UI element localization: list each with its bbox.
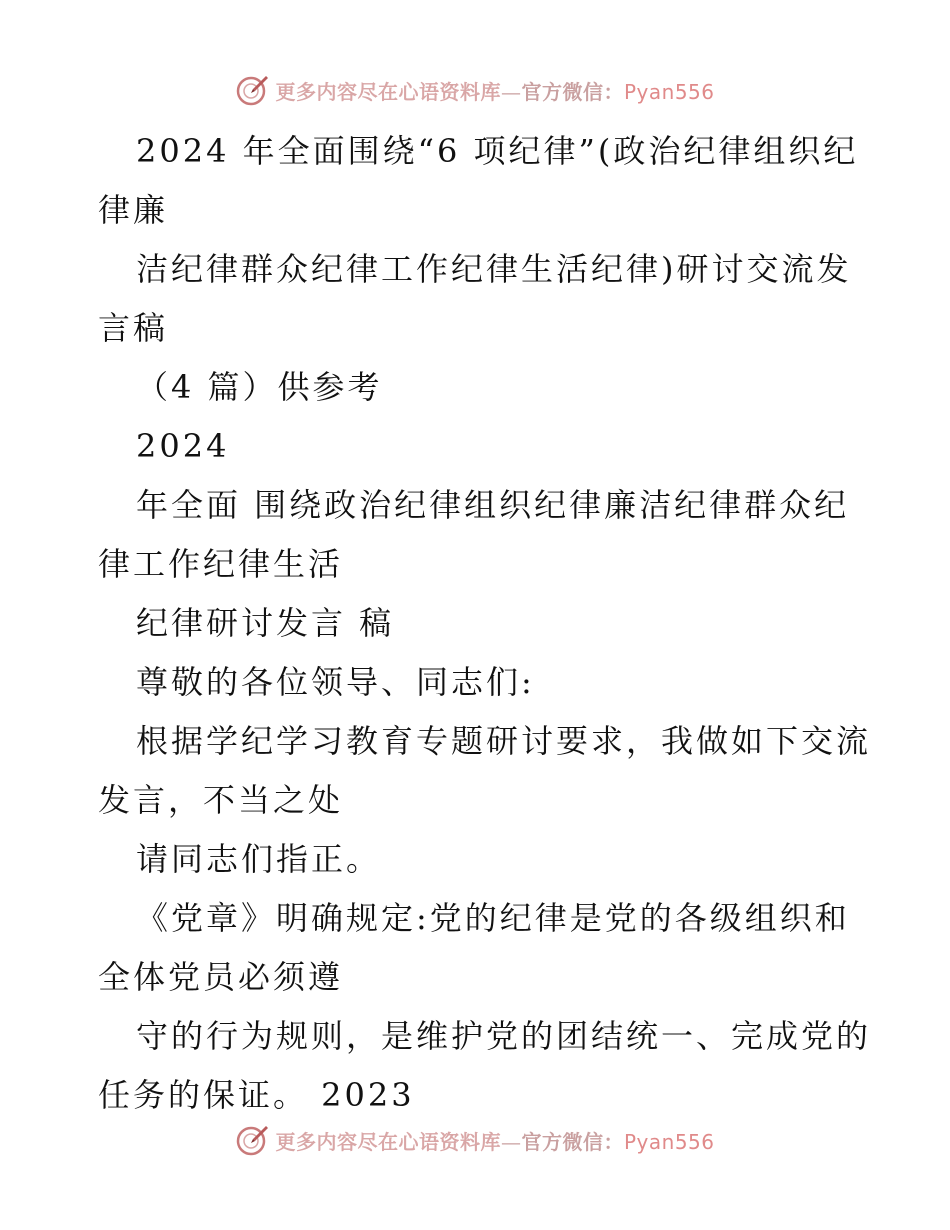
pen-circle-logo-icon (235, 73, 269, 107)
watermark-id: Pyan556 (623, 79, 715, 104)
text-line: 发言，不当之处 (98, 781, 344, 819)
document-body (98, 122, 872, 1125)
watermark-main: 更多内容尽在心语资料库 (275, 1129, 501, 1154)
pen-circle-logo-icon (235, 1123, 269, 1157)
text-line: 全体党员必须遵 (98, 958, 344, 996)
watermark-separator: — (500, 79, 522, 104)
text-line: 请同志们指正。 (136, 840, 382, 878)
text-line: 年全面 围绕政治纪律组织纪律廉洁纪律群众纪 (136, 486, 850, 524)
text-line: 2024 (136, 427, 230, 465)
text-line: 律廉 (98, 191, 169, 229)
watermark-text (275, 1126, 714, 1155)
watermark-main: 更多内容尽在心语资料库 (275, 79, 501, 104)
text-line: 尊敬的各位领导、同志们: (136, 663, 535, 701)
text-line: 守的行为规则，是维护党的团结统一、完成党的 (136, 1017, 872, 1055)
watermark-official: 官方微信： (521, 1129, 624, 1154)
watermark-text (275, 76, 714, 105)
text-line: 纪律研讨发言 稿 (136, 604, 395, 642)
watermark-official: 官方微信： (521, 79, 624, 104)
text-line: 2024 年全面围绕“6 项纪律”(政治纪律组织纪 (136, 132, 859, 170)
watermark-separator: — (500, 1129, 522, 1154)
text-line: 律工作纪律生活 (98, 545, 344, 583)
text-line: 根据学纪学习教育专题研讨要求，我做如下交流 (136, 722, 872, 760)
header-watermark (0, 70, 950, 110)
footer-watermark (0, 1120, 950, 1160)
watermark-id: Pyan556 (623, 1129, 715, 1154)
text-line: 任务的保证。 2023 (98, 1076, 415, 1114)
text-line: （4 篇）供参考 (136, 368, 383, 406)
text-line: 言稿 (98, 309, 169, 347)
text-line: 洁纪律群众纪律工作纪律生活纪律)研讨交流发 (136, 250, 852, 288)
text-line: 《党章》明确规定:党的纪律是党的各级组织和 (136, 899, 850, 937)
